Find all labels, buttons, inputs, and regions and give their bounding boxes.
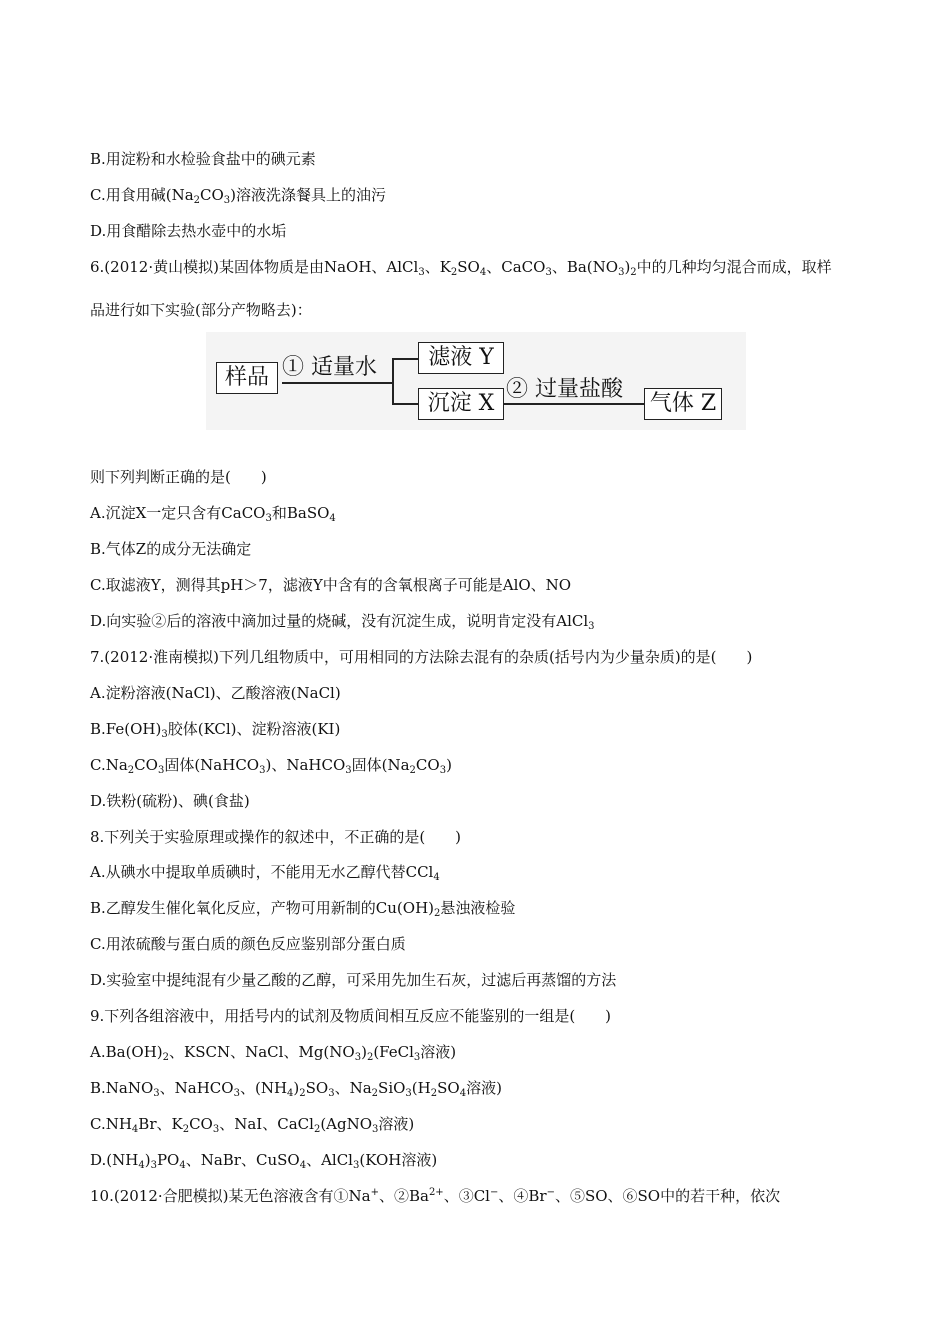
text-run: 品进行如下实验(部分产物略去)： bbox=[90, 301, 312, 319]
superscript: + bbox=[370, 1187, 379, 1198]
subscript: 3 bbox=[354, 1052, 362, 1063]
text-run: 溶液) bbox=[420, 1043, 457, 1061]
q8-option-c bbox=[90, 934, 406, 954]
q7-option-a bbox=[90, 683, 341, 703]
text-run: 、⑤SO、⑥SO中的若干种，依次 bbox=[554, 1187, 781, 1205]
step1-line bbox=[282, 382, 392, 384]
text-run: 、③Cl bbox=[443, 1187, 490, 1205]
text-run: (AgNO bbox=[320, 1115, 373, 1133]
text-run: 10.(2012·合肥模拟)某无色溶液含有①Na bbox=[90, 1187, 371, 1205]
q8-option-b bbox=[90, 898, 515, 918]
text-run: B.气体Z的成分无法确定 bbox=[90, 540, 252, 558]
subscript: 2 bbox=[434, 908, 441, 919]
q7-option-b bbox=[90, 719, 340, 739]
q8-option-d bbox=[90, 970, 616, 990]
text-run: CO bbox=[200, 186, 224, 204]
sample-box: 样品 bbox=[216, 362, 278, 394]
q6-question bbox=[90, 467, 267, 487]
subscript: 3 bbox=[345, 765, 352, 776]
text-run: PO bbox=[156, 1151, 180, 1169]
text-run: 8.下列关于实验原理或操作的叙述中，不正确的是( ) bbox=[90, 828, 462, 846]
subscript: 2 bbox=[630, 267, 637, 278]
experiment-flow-diagram bbox=[206, 332, 746, 430]
text-run: )溶液洗涤餐具上的油污 bbox=[230, 186, 387, 204]
text-run: 固体(NaHCO bbox=[164, 756, 260, 774]
text-run: ) bbox=[446, 756, 452, 774]
text-run: 溶液) bbox=[466, 1079, 502, 1097]
text-run: SiO bbox=[378, 1079, 406, 1097]
q5-option-c bbox=[90, 185, 386, 205]
text-run: 、NaI、CaCl bbox=[219, 1115, 314, 1133]
text-run: 、AlCl bbox=[306, 1151, 353, 1169]
subscript: 3 bbox=[413, 1052, 421, 1063]
precipitate-x-box: 沉淀 X bbox=[418, 388, 504, 420]
text-run: 、K bbox=[424, 258, 451, 276]
branch-top-line bbox=[392, 358, 418, 360]
subscript: 2 bbox=[182, 1124, 190, 1135]
q6-option-a bbox=[90, 503, 336, 523]
text-run: A.Ba(OH) bbox=[90, 1043, 163, 1061]
text-run: SO bbox=[437, 1079, 460, 1097]
text-run: B.用淀粉和水检验食盐中的碘元素 bbox=[90, 150, 316, 168]
text-run: Br、K bbox=[138, 1115, 183, 1133]
q7-option-d bbox=[90, 791, 250, 811]
subscript: 4 bbox=[329, 513, 336, 524]
q9-option-b bbox=[90, 1078, 502, 1098]
text-run: 中的几种均匀混合而成，取样 bbox=[636, 258, 832, 276]
subscript: 3 bbox=[157, 765, 165, 776]
subscript: 2 bbox=[127, 765, 135, 776]
superscript: 2+ bbox=[428, 1187, 444, 1198]
text-run: CO bbox=[415, 756, 440, 774]
text-run: ) bbox=[144, 1151, 151, 1169]
q6-stem-line2 bbox=[90, 300, 312, 320]
text-run: C.用食用碱(Na bbox=[90, 186, 194, 204]
q9-option-d bbox=[90, 1150, 437, 1170]
subscript: 4 bbox=[479, 267, 487, 278]
subscript: 2 bbox=[430, 1088, 438, 1099]
subscript: 2 bbox=[450, 267, 458, 278]
subscript: 3 bbox=[161, 729, 168, 740]
text-run: )、NaHCO bbox=[265, 756, 346, 774]
subscript: 4 bbox=[138, 1160, 145, 1171]
text-run: A.从碘水中提取单质碘时，不能用无水乙醇代替CCl bbox=[90, 863, 434, 881]
q8-stem bbox=[90, 827, 461, 847]
subscript: 3 bbox=[223, 195, 231, 206]
text-run: B.Fe(OH) bbox=[90, 720, 162, 738]
q7-stem bbox=[90, 647, 752, 667]
subscript: 2 bbox=[193, 195, 201, 206]
text-run: C.NH bbox=[90, 1115, 132, 1133]
text-run: 7.(2012·淮南模拟)下列几组物质中，可用相同的方法除去混有的杂质(括号内为少量杂质)的是( ) bbox=[90, 648, 753, 666]
q8-option-a bbox=[90, 862, 440, 882]
text-run: (H bbox=[411, 1079, 431, 1097]
superscript: − bbox=[546, 1187, 555, 1198]
text-run: 和BaSO bbox=[271, 504, 330, 522]
text-run: 、④Br bbox=[498, 1187, 547, 1205]
text-run: 、NaHCO bbox=[159, 1079, 234, 1097]
text-run: D.铁粉(硫粉)、碘(食盐) bbox=[90, 792, 250, 810]
q7-option-c bbox=[90, 755, 452, 775]
text-run: 、Na bbox=[334, 1079, 372, 1097]
subscript: 3 bbox=[418, 267, 425, 278]
text-run: (FeCl bbox=[373, 1043, 414, 1061]
subscript: 3 bbox=[153, 1088, 160, 1099]
text-run: 、(NH bbox=[239, 1079, 288, 1097]
subscript: 4 bbox=[179, 1160, 186, 1171]
text-run: B.乙醇发生催化氧化反应，产物可用新制的Cu(OH) bbox=[90, 899, 435, 917]
q6-stem-line1 bbox=[90, 257, 832, 277]
branch-vertical-line bbox=[392, 358, 394, 404]
step1-label: ① 适量水 bbox=[282, 355, 377, 380]
text-run: D.(NH bbox=[90, 1151, 139, 1169]
subscript: 2 bbox=[371, 1088, 379, 1099]
text-run: SO bbox=[457, 258, 480, 276]
text-run: 6.(2012·黄山模拟)某固体物质是由NaOH、AlCl bbox=[90, 258, 419, 276]
text-run: C.用浓硫酸与蛋白质的颜色反应鉴别部分蛋白质 bbox=[90, 935, 406, 953]
text-run: 则下列判断正确的是( ) bbox=[90, 468, 267, 486]
subscript: 2 bbox=[409, 765, 416, 776]
text-run: D.实验室中提纯混有少量乙酸的乙醇，可采用先加生石灰，过滤后再蒸馏的方法 bbox=[90, 971, 617, 989]
subscript: 3 bbox=[405, 1088, 412, 1099]
q10-stem bbox=[90, 1186, 780, 1206]
q5-option-d bbox=[90, 221, 286, 241]
text-run: 、NaBr、CuSO bbox=[185, 1151, 300, 1169]
subscript: 3 bbox=[352, 1160, 360, 1171]
subscript: 3 bbox=[439, 765, 447, 776]
text-run: ) bbox=[293, 1079, 300, 1097]
q9-stem bbox=[90, 1006, 611, 1026]
text-run: (KOH溶液) bbox=[359, 1151, 438, 1169]
superscript: − bbox=[489, 1187, 499, 1198]
subscript: 3 bbox=[372, 1124, 379, 1135]
subscript: 3 bbox=[212, 1124, 220, 1135]
subscript: 3 bbox=[545, 267, 552, 278]
text-run: D.用食醋除去热水壶中的水垢 bbox=[90, 222, 287, 240]
branch-bottom-line bbox=[392, 403, 418, 405]
text-run: 胶体(KCl)、淀粉溶液(KI) bbox=[167, 720, 341, 738]
subscript: 4 bbox=[299, 1160, 307, 1171]
text-run: D.向实验②后的溶液中滴加过量的烧碱，没有沉淀生成，说明肯定没有AlCl bbox=[90, 612, 589, 630]
subscript: 3 bbox=[259, 765, 266, 776]
subscript: 2 bbox=[299, 1088, 306, 1099]
subscript: 4 bbox=[287, 1088, 294, 1099]
subscript: 2 bbox=[162, 1052, 170, 1063]
text-run: 9.下列各组溶液中，用括号内的试剂及物质间相互反应不能鉴别的一组是( ) bbox=[90, 1007, 612, 1025]
q5-option-b bbox=[90, 149, 316, 169]
text-run: B.NaNO bbox=[90, 1079, 154, 1097]
text-run: A.沉淀X一定只含有CaCO bbox=[90, 504, 266, 522]
gas-z-box: 气体 Z bbox=[644, 388, 722, 420]
text-run: C.取滤液Y，测得其pH＞7，滤液Y中含有的含氧根离子可能是AlO、NO bbox=[90, 576, 572, 594]
q6-option-c bbox=[90, 575, 571, 595]
step2-label: ② 过量盐酸 bbox=[506, 377, 623, 402]
text-run: C.Na bbox=[90, 756, 128, 774]
text-run: 、KSCN、NaCl、Mg(NO bbox=[169, 1043, 355, 1061]
text-run: 、Ba(NO bbox=[551, 258, 619, 276]
text-run: A.淀粉溶液(NaCl)、乙酸溶液(NaCl) bbox=[90, 684, 341, 702]
subscript: 3 bbox=[588, 621, 595, 632]
text-run: CO bbox=[189, 1115, 213, 1133]
subscript: 3 bbox=[233, 1088, 240, 1099]
subscript: 4 bbox=[131, 1124, 139, 1135]
subscript: 2 bbox=[313, 1124, 321, 1135]
filtrate-y-box: 滤液 Y bbox=[418, 342, 504, 374]
subscript: 4 bbox=[433, 872, 440, 883]
q9-option-c bbox=[90, 1114, 414, 1134]
subscript: 3 bbox=[150, 1160, 157, 1171]
text-run: 溶液) bbox=[378, 1115, 415, 1133]
subscript: 4 bbox=[459, 1088, 467, 1099]
step2-line bbox=[504, 403, 644, 405]
text-run: CO bbox=[134, 756, 158, 774]
text-run: 、CaCO bbox=[486, 258, 546, 276]
q9-option-a bbox=[90, 1042, 456, 1062]
q6-option-b bbox=[90, 539, 251, 559]
subscript: 2 bbox=[366, 1052, 374, 1063]
text-run: 固体(Na bbox=[351, 756, 410, 774]
subscript: 3 bbox=[618, 267, 625, 278]
subscript: 3 bbox=[265, 513, 272, 524]
text-run: ) bbox=[624, 258, 631, 276]
text-run: 、②Ba bbox=[378, 1187, 429, 1205]
text-run: ) bbox=[361, 1043, 367, 1061]
text-run: 悬浊液检验 bbox=[440, 899, 516, 917]
text-run: SO bbox=[305, 1079, 329, 1097]
q6-option-d bbox=[90, 611, 595, 631]
subscript: 3 bbox=[328, 1088, 335, 1099]
